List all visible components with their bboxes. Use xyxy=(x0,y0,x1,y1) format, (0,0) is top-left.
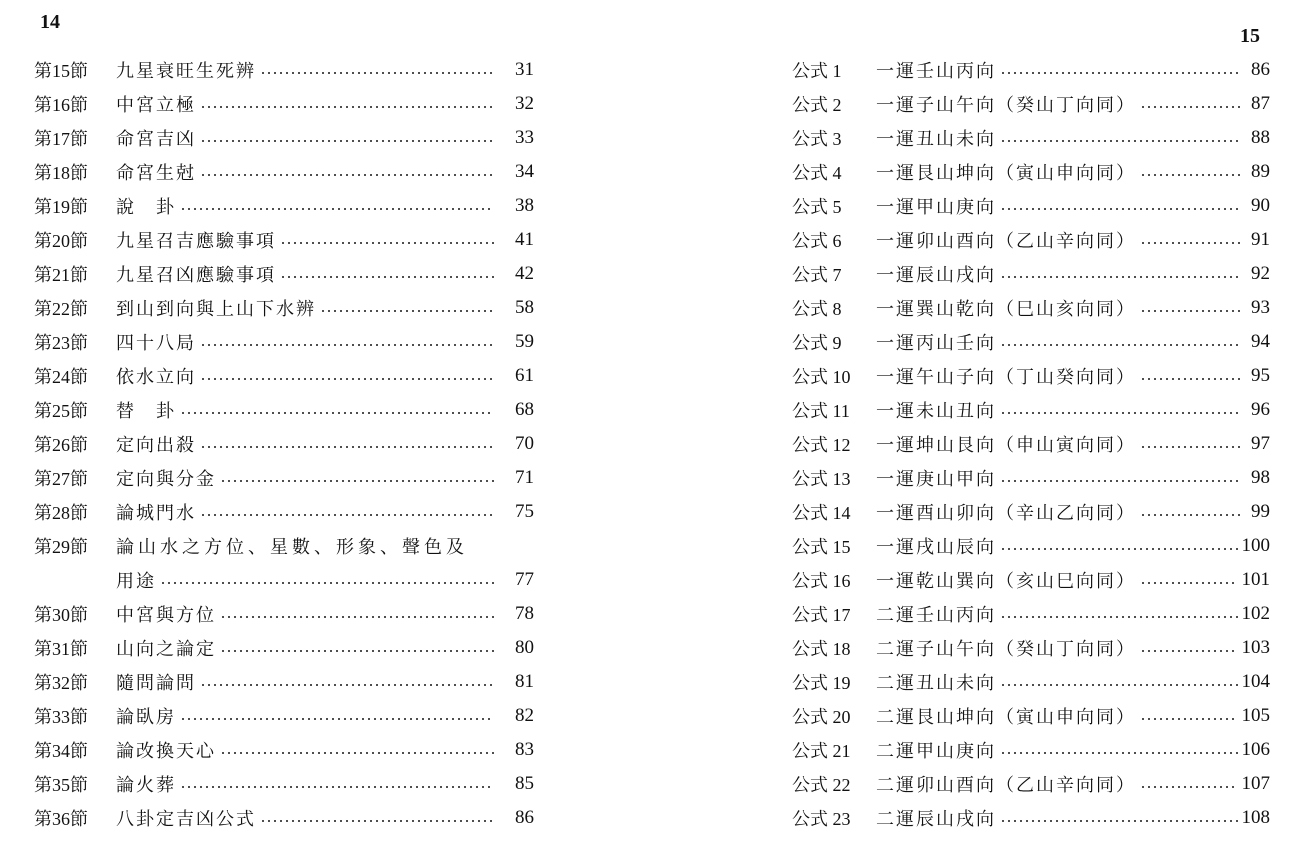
toc-entry xyxy=(34,291,534,325)
toc-entry-page-number: 83 xyxy=(515,739,534,760)
toc-entry xyxy=(34,529,534,563)
toc-entry xyxy=(34,597,534,631)
toc-entry xyxy=(792,393,1270,427)
toc-entry-label: 公式 14 xyxy=(792,503,851,523)
toc-dot-leader xyxy=(220,650,494,652)
toc-entry xyxy=(34,53,534,87)
toc-entry-title: 二運甲山庚向 xyxy=(876,741,996,762)
toc-entry-label: 第23節 xyxy=(34,333,88,353)
toc-entry-label: 第18節 xyxy=(34,163,88,183)
toc-entry-label: 公式 4 xyxy=(792,163,842,183)
toc-entry-page-number: 89 xyxy=(1251,161,1270,182)
toc-entry-title: 一運午山子向（丁山癸向同） xyxy=(876,367,1136,388)
toc-entry-page-number: 106 xyxy=(1241,739,1270,760)
toc-entry-title: 一運甲山庚向 xyxy=(876,197,996,218)
toc-entry xyxy=(34,665,534,699)
toc-entry xyxy=(34,87,534,121)
toc-entry-label: 公式 23 xyxy=(792,809,851,829)
toc-entry-page-number: 58 xyxy=(515,297,534,318)
toc-dot-leader xyxy=(280,242,494,244)
toc-entry-page-number: 96 xyxy=(1251,399,1270,420)
toc-entry-title: 一運庚山甲向 xyxy=(876,469,996,490)
toc-entry-title: 一運未山丑向 xyxy=(876,401,996,422)
toc-entry-label: 第29節 xyxy=(34,537,88,557)
toc-entry-page-number: 33 xyxy=(515,127,534,148)
toc-dot-leader xyxy=(280,276,494,278)
toc-entry-label: 第24節 xyxy=(34,367,88,387)
toc-entry-label: 公式 2 xyxy=(792,95,842,115)
toc-dot-leader xyxy=(180,718,494,720)
toc-entry-label: 公式 12 xyxy=(792,435,851,455)
toc-entry-page-number: 103 xyxy=(1241,637,1270,658)
toc-dot-leader xyxy=(200,106,494,108)
toc-entry-label: 第27節 xyxy=(34,469,88,489)
toc-entry-page-number: 86 xyxy=(1251,59,1270,80)
toc-entry-label: 第19節 xyxy=(34,197,88,217)
toc-entry-label: 第21節 xyxy=(34,265,88,285)
toc-entry-page-number: 97 xyxy=(1251,433,1270,454)
toc-entry-page-number: 78 xyxy=(515,603,534,624)
toc-dot-leader xyxy=(180,208,494,210)
toc-dot-leader xyxy=(1140,446,1240,448)
toc-entry-title: 用途 xyxy=(116,571,156,592)
toc-entry xyxy=(34,461,534,495)
toc-entry-title: 一運艮山坤向（寅山申向同） xyxy=(876,163,1136,184)
toc-entry xyxy=(34,155,534,189)
toc-entry-page-number: 59 xyxy=(515,331,534,352)
toc-dot-leader xyxy=(1140,106,1240,108)
toc-entry-title: 四十八局 xyxy=(116,333,196,354)
toc-entry-label: 公式 6 xyxy=(792,231,842,251)
toc-entry-label: 第35節 xyxy=(34,775,88,795)
toc-entry xyxy=(792,325,1270,359)
toc-entry-title: 論山水之方位、星數、形象、聲色及 xyxy=(116,537,468,558)
toc-entry-title: 一運辰山戌向 xyxy=(876,265,996,286)
toc-entry-title: 九星衰旺生死辨 xyxy=(116,61,256,82)
toc-entry-page-number: 104 xyxy=(1241,671,1270,692)
toc-dot-leader xyxy=(200,514,494,516)
toc-entry xyxy=(34,393,534,427)
toc-entry xyxy=(792,53,1270,87)
toc-dot-leader xyxy=(1140,718,1238,720)
toc-dot-leader xyxy=(220,480,494,482)
toc-dot-leader xyxy=(1000,480,1240,482)
toc-entry-page-number: 75 xyxy=(515,501,534,522)
toc-entry xyxy=(34,359,534,393)
toc-entry-page-number: 82 xyxy=(515,705,534,726)
toc-entry-page-number: 95 xyxy=(1251,365,1270,386)
toc-dot-leader xyxy=(1000,208,1240,210)
toc-dot-leader xyxy=(200,344,494,346)
toc-entry xyxy=(792,631,1270,665)
toc-entry-title: 說 卦 xyxy=(116,197,176,218)
toc-entry xyxy=(34,223,534,257)
toc-entry-page-number: 42 xyxy=(515,263,534,284)
toc-entry xyxy=(34,189,534,223)
toc-entry xyxy=(792,563,1270,597)
toc-entry xyxy=(792,87,1270,121)
toc-entry-label: 第20節 xyxy=(34,231,88,251)
toc-entry xyxy=(792,223,1270,257)
toc-dot-leader xyxy=(1000,344,1240,346)
toc-entry-label: 公式 15 xyxy=(792,537,851,557)
toc-entry xyxy=(792,155,1270,189)
toc-entry-label: 第33節 xyxy=(34,707,88,727)
toc-dot-leader xyxy=(1140,378,1240,380)
toc-dot-leader xyxy=(1140,786,1238,788)
toc-entry-title: 論火葬 xyxy=(116,775,176,796)
left-page-number: 14 xyxy=(40,11,60,33)
toc-entry xyxy=(34,767,534,801)
toc-entry-page-number: 92 xyxy=(1251,263,1270,284)
toc-entry-title: 二運壬山丙向 xyxy=(876,605,996,626)
toc-entry-label: 公式 21 xyxy=(792,741,851,761)
toc-entry-page-number: 61 xyxy=(515,365,534,386)
toc-entry-title: 命宮生尅 xyxy=(116,163,196,184)
toc-entry-title: 二運子山午向（癸山丁向同） xyxy=(876,639,1136,660)
toc-dot-leader xyxy=(1000,276,1240,278)
toc-entry-page-number: 77 xyxy=(515,569,534,590)
toc-entry-label: 第16節 xyxy=(34,95,88,115)
toc-entry xyxy=(34,563,534,597)
toc-entry-label: 公式 1 xyxy=(792,61,842,81)
toc-entry-title: 一運酉山卯向（辛山乙向同） xyxy=(876,503,1136,524)
toc-entry-title: 九星召吉應驗事項 xyxy=(116,231,276,252)
toc-entry-label: 第32節 xyxy=(34,673,88,693)
toc-entry xyxy=(34,631,534,665)
toc-entry-title: 一運巽山乾向（巳山亥向同） xyxy=(876,299,1136,320)
toc-dot-leader xyxy=(320,310,494,312)
toc-dot-leader xyxy=(260,820,494,822)
right-toc-list xyxy=(792,53,1270,835)
toc-entry-title: 一運坤山艮向（申山寅向同） xyxy=(876,435,1136,456)
toc-entry-page-number: 108 xyxy=(1241,807,1270,828)
toc-entry-label: 公式 20 xyxy=(792,707,851,727)
toc-entry-page-number: 87 xyxy=(1251,93,1270,114)
toc-dot-leader xyxy=(220,616,494,618)
toc-entry-page-number: 31 xyxy=(515,59,534,80)
toc-entry-page-number: 88 xyxy=(1251,127,1270,148)
toc-entry-label: 第31節 xyxy=(34,639,88,659)
toc-entry-label: 第22節 xyxy=(34,299,88,319)
toc-dot-leader xyxy=(1140,174,1240,176)
toc-dot-leader xyxy=(1000,616,1238,618)
toc-entry-label: 公式 11 xyxy=(792,401,850,421)
toc-entry-title: 論城門水 xyxy=(116,503,196,524)
toc-entry-label: 第26節 xyxy=(34,435,88,455)
toc-entry-label: 公式 5 xyxy=(792,197,842,217)
toc-entry-title: 隨問論問 xyxy=(116,673,196,694)
toc-entry-title: 命宮吉凶 xyxy=(116,129,196,150)
toc-dot-leader xyxy=(1000,684,1238,686)
toc-entry-label: 公式 22 xyxy=(792,775,851,795)
toc-entry-label: 公式 19 xyxy=(792,673,851,693)
right-page-number: 15 xyxy=(1240,25,1260,47)
toc-entry xyxy=(34,733,534,767)
toc-entry-title: 一運壬山丙向 xyxy=(876,61,996,82)
toc-entry-title: 定向出殺 xyxy=(116,435,196,456)
toc-entry-label: 公式 8 xyxy=(792,299,842,319)
toc-dot-leader xyxy=(1000,412,1240,414)
toc-entry xyxy=(34,257,534,291)
toc-entry-title: 定向與分金 xyxy=(116,469,216,490)
toc-dot-leader xyxy=(1140,582,1238,584)
toc-entry-page-number: 101 xyxy=(1241,569,1270,590)
toc-dot-leader xyxy=(1140,242,1240,244)
toc-entry-page-number: 80 xyxy=(515,637,534,658)
toc-entry-title: 論改換天心 xyxy=(116,741,216,762)
toc-entry-title: 中宮立極 xyxy=(116,95,196,116)
toc-dot-leader xyxy=(160,582,494,584)
toc-entry-label: 第17節 xyxy=(34,129,88,149)
left-toc-list xyxy=(34,53,534,835)
toc-dot-leader xyxy=(200,140,494,142)
toc-entry-page-number: 32 xyxy=(515,93,534,114)
toc-entry-label: 公式 10 xyxy=(792,367,851,387)
toc-dot-leader xyxy=(1140,650,1238,652)
toc-entry-title: 二運丑山未向 xyxy=(876,673,996,694)
toc-entry-title: 一運子山午向（癸山丁向同） xyxy=(876,95,1136,116)
toc-entry xyxy=(792,665,1270,699)
toc-entry-title: 九星召凶應驗事項 xyxy=(116,265,276,286)
toc-dot-leader xyxy=(200,378,494,380)
toc-entry xyxy=(792,121,1270,155)
toc-entry xyxy=(792,189,1270,223)
toc-entry xyxy=(792,529,1270,563)
toc-entry-label: 公式 13 xyxy=(792,469,851,489)
toc-dot-leader xyxy=(180,786,494,788)
toc-entry-page-number: 94 xyxy=(1251,331,1270,352)
toc-entry xyxy=(792,733,1270,767)
toc-entry-label: 第34節 xyxy=(34,741,88,761)
toc-entry-page-number: 93 xyxy=(1251,297,1270,318)
toc-entry-title: 二運艮山坤向（寅山申向同） xyxy=(876,707,1136,728)
toc-entry xyxy=(34,495,534,529)
toc-dot-leader xyxy=(1000,820,1238,822)
toc-entry xyxy=(792,291,1270,325)
toc-dot-leader xyxy=(200,446,494,448)
toc-entry-page-number: 105 xyxy=(1241,705,1270,726)
toc-entry-label: 第28節 xyxy=(34,503,88,523)
toc-entry-page-number: 90 xyxy=(1251,195,1270,216)
toc-entry-title: 二運辰山戌向 xyxy=(876,809,996,830)
toc-entry xyxy=(34,801,534,835)
toc-entry xyxy=(792,461,1270,495)
toc-entry xyxy=(34,699,534,733)
toc-entry xyxy=(792,699,1270,733)
toc-entry-page-number: 70 xyxy=(515,433,534,454)
toc-entry-label: 公式 9 xyxy=(792,333,842,353)
toc-entry-title: 替 卦 xyxy=(116,401,176,422)
toc-entry-title: 山向之論定 xyxy=(116,639,216,660)
toc-dot-leader xyxy=(1140,310,1240,312)
toc-entry-page-number: 34 xyxy=(515,161,534,182)
toc-entry-title: 二運卯山酉向（乙山辛向同） xyxy=(876,775,1136,796)
toc-entry-label: 公式 18 xyxy=(792,639,851,659)
toc-entry-title: 一運戌山辰向 xyxy=(876,537,996,558)
toc-entry-title: 八卦定吉凶公式 xyxy=(116,809,256,830)
toc-entry-title: 一運丑山未向 xyxy=(876,129,996,150)
toc-entry xyxy=(792,257,1270,291)
toc-entry-title: 論臥房 xyxy=(116,707,176,728)
toc-entry-label: 公式 7 xyxy=(792,265,842,285)
toc-entry-label: 公式 3 xyxy=(792,129,842,149)
toc-dot-leader xyxy=(200,684,494,686)
toc-entry xyxy=(792,767,1270,801)
toc-entry xyxy=(34,325,534,359)
toc-entry-page-number: 100 xyxy=(1241,535,1270,556)
toc-entry-title: 一運乾山巽向（亥山巳向同） xyxy=(876,571,1136,592)
toc-entry-label: 第15節 xyxy=(34,61,88,81)
toc-entry xyxy=(792,427,1270,461)
toc-entry-title: 到山到向與上山下水辨 xyxy=(116,299,316,320)
toc-dot-leader xyxy=(1000,72,1240,74)
toc-dot-leader xyxy=(180,412,494,414)
toc-dot-leader xyxy=(1000,548,1238,550)
toc-dot-leader xyxy=(1000,752,1238,754)
toc-entry-page-number: 91 xyxy=(1251,229,1270,250)
toc-entry-page-number: 98 xyxy=(1251,467,1270,488)
toc-entry-label: 第36節 xyxy=(34,809,88,829)
toc-dot-leader xyxy=(220,752,494,754)
toc-dot-leader xyxy=(1140,514,1240,516)
toc-entry-title: 一運丙山壬向 xyxy=(876,333,996,354)
toc-entry-page-number: 99 xyxy=(1251,501,1270,522)
toc-entry xyxy=(792,801,1270,835)
toc-entry-page-number: 71 xyxy=(515,467,534,488)
toc-entry xyxy=(34,121,534,155)
toc-entry-page-number: 81 xyxy=(515,671,534,692)
toc-entry-title: 中宮與方位 xyxy=(116,605,216,626)
toc-entry-page-number: 85 xyxy=(515,773,534,794)
toc-entry-page-number: 38 xyxy=(515,195,534,216)
toc-entry-title: 一運卯山酉向（乙山辛向同） xyxy=(876,231,1136,252)
toc-entry xyxy=(34,427,534,461)
toc-entry-title: 依水立向 xyxy=(116,367,196,388)
toc-entry-page-number: 102 xyxy=(1241,603,1270,624)
toc-entry xyxy=(792,495,1270,529)
toc-dot-leader xyxy=(260,72,494,74)
toc-entry xyxy=(792,359,1270,393)
toc-entry-label: 第30節 xyxy=(34,605,88,625)
toc-dot-leader xyxy=(200,174,494,176)
toc-entry-label: 第25節 xyxy=(34,401,88,421)
toc-entry-page-number: 86 xyxy=(515,807,534,828)
toc-entry-page-number: 107 xyxy=(1241,773,1270,794)
toc-entry-label: 公式 16 xyxy=(792,571,851,591)
toc-dot-leader xyxy=(1000,140,1240,142)
toc-entry xyxy=(792,597,1270,631)
toc-entry-label: 公式 17 xyxy=(792,605,851,625)
toc-entry-page-number: 41 xyxy=(515,229,534,250)
toc-entry-page-number: 68 xyxy=(515,399,534,420)
